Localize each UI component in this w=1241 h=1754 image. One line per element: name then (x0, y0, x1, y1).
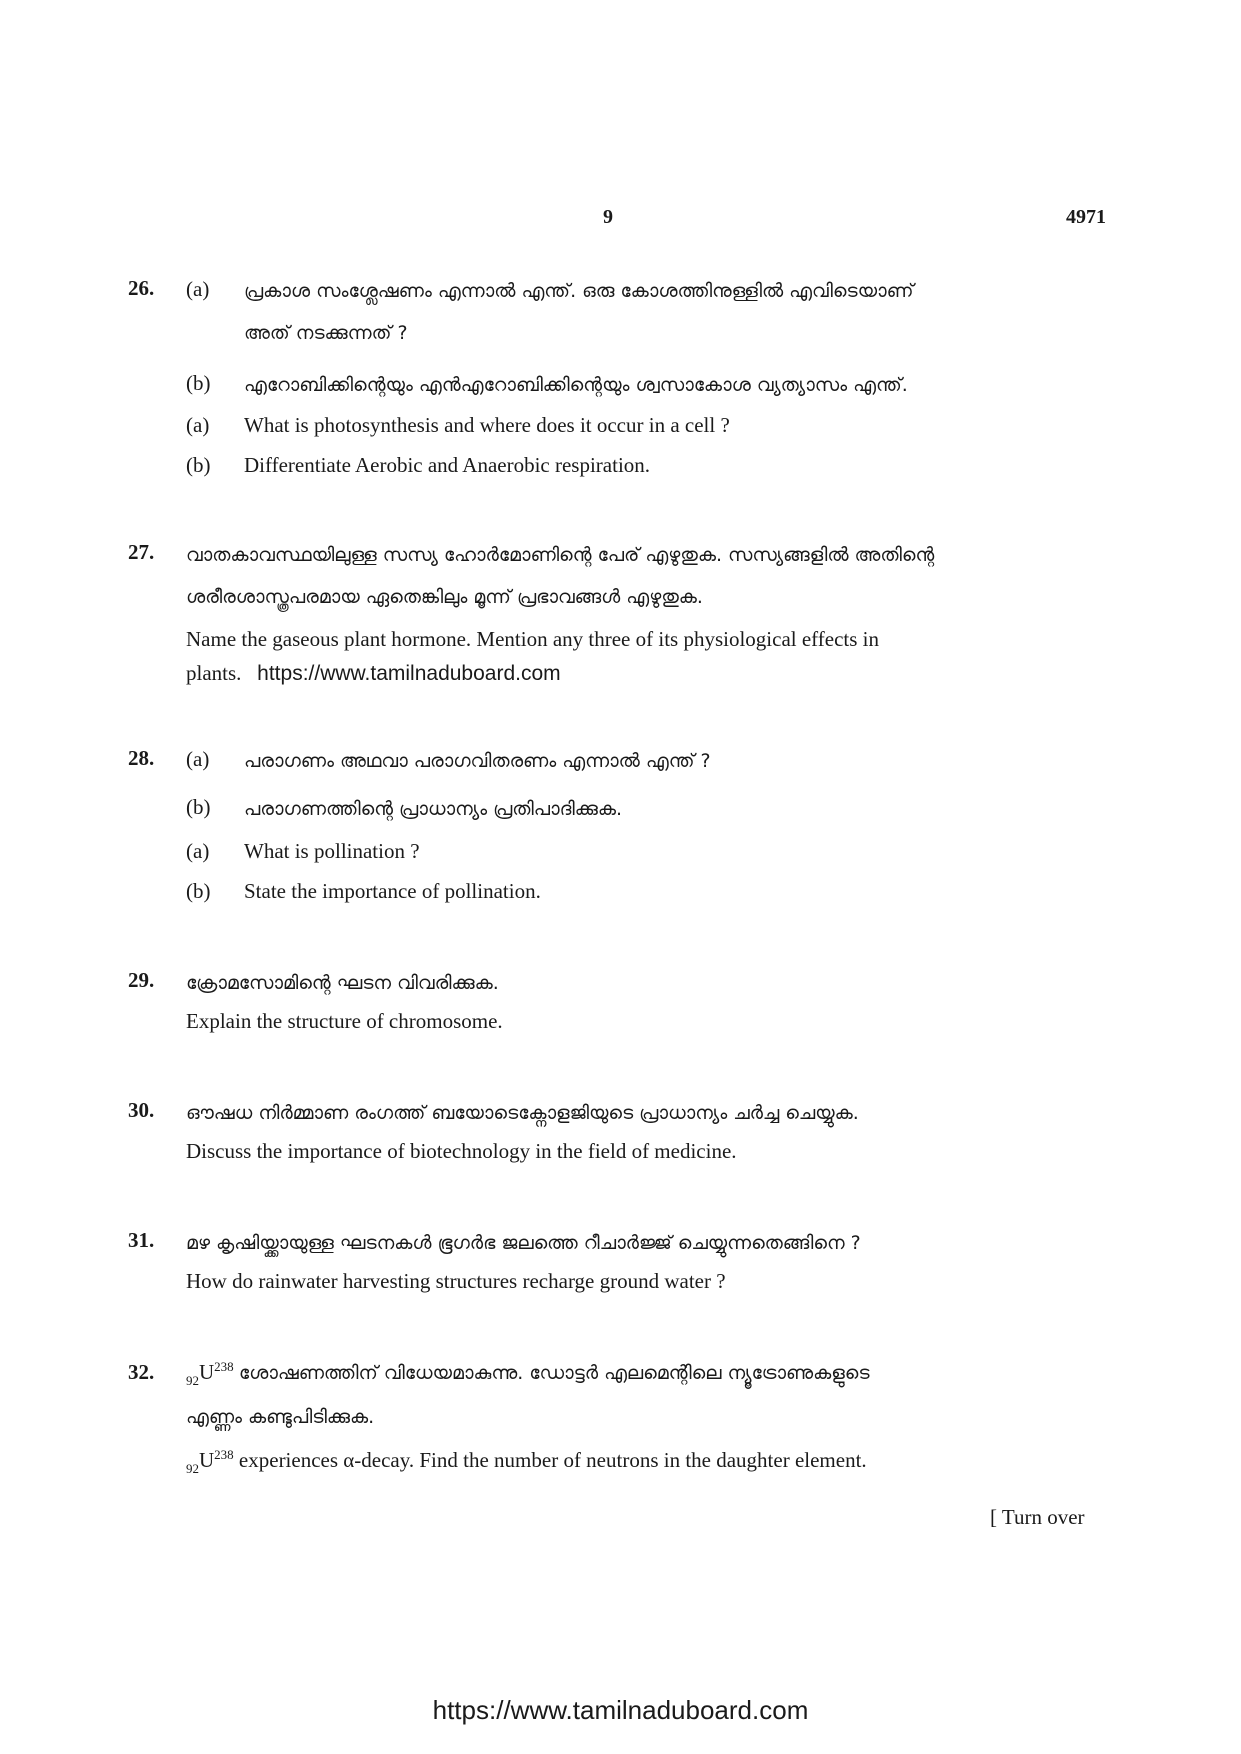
question-text-malayalam (186, 1354, 870, 1394)
question-text-malayalam: മഴ കൃഷിയ്ക്കായുള്ള ഘടനകൾ ഭൂഗർഭ ജലത്തെ റീചാർജ്ജ് ചെയ്യുന്നതെങ്ങിനെ ? (186, 1232, 861, 1254)
question-text-english: State the importance of pollination. (244, 879, 541, 903)
question-text-malayalam: ഔഷധ നിർമ്മാണ രംഗത്ത് ബയോടെക്നോളജിയുടെ പ്രാധാന്യം ചർച്ച ചെയ്യുക. (186, 1102, 859, 1124)
mass-number: 238 (214, 1359, 234, 1374)
question-number: 28. (128, 746, 155, 770)
question-text-english: What is photosynthesis and where does it occur in a cell ? (244, 413, 730, 437)
subpart-label: (b) (186, 371, 211, 395)
subpart-label: (b) (186, 795, 211, 819)
question-text-english: Differentiate Aerobic and Anaerobic respiration. (244, 453, 651, 477)
question-text-malayalam: പരാഗണത്തിന്റെ പ്രാധാന്യം പ്രതിപാദിക്കുക. (244, 798, 622, 820)
question-number: 30. (128, 1098, 155, 1122)
subpart-label: (a) (186, 413, 210, 437)
question-text-english: What is pollination ? (244, 839, 420, 863)
paper-code: 4971 (1066, 206, 1106, 228)
question-text-malayalam: പ്രകാശ സംശ്ലേഷണം എന്നാൽ എന്ത്. ഒരു കോശത്തിനുള്ളിൽ എവിടെയാണ് (244, 280, 914, 302)
element-symbol: U (199, 1448, 215, 1472)
watermark-url-link[interactable]: https://www.tamilnaduboard.com (257, 662, 561, 685)
question-text-malayalam-body: ശോഷണത്തിന് വിധേയമാകുന്നു. ഡോട്ടർ എലമെന്റിലെ ന്യൂട്രോണുകളുടെ (238, 1362, 870, 1384)
footer-url-link[interactable]: https://www.tamilnaduboard.com (432, 1695, 809, 1725)
question-text-malayalam: വാതകാവസ്ഥയിലുള്ള സസ്യ ഹോർമോണിന്റെ പേര് എഴുതുക. സസ്യങ്ങളിൽ അതിന്റെ (186, 544, 935, 566)
subpart-label: (a) (186, 839, 210, 863)
page-number: 9 (603, 206, 613, 228)
turn-over-note: [ Turn over (990, 1505, 1085, 1529)
question-number: 29. (128, 968, 155, 992)
question-text-english-end: plants. (186, 661, 242, 685)
question-text-malayalam: ക്രോമസോമിന്റെ ഘടന വിവരിക്കുക. (186, 972, 499, 994)
mass-number: 238 (214, 1447, 234, 1462)
question-text-english: Discuss the importance of biotechnology in the field of medicine. (186, 1139, 737, 1163)
question-text-english: Explain the structure of chromosome. (186, 1009, 503, 1033)
question-text-english: Name the gaseous plant hormone. Mention any three of its physiological effects in (186, 627, 880, 651)
question-text-english (186, 1442, 867, 1482)
question-text-english: How do rainwater harvesting structures recharge ground water ? (186, 1269, 726, 1293)
atomic-number: 92 (186, 1373, 199, 1388)
question-number: 32. (128, 1360, 155, 1384)
element-symbol: U (199, 1360, 215, 1384)
question-text-malayalam: എണ്ണം കണ്ടുപിടിക്കുക. (186, 1406, 375, 1428)
question-text-malayalam: ശരീരശാസ്ത്രപരമായ ഏതെങ്കിലും മൂന്ന് പ്രഭാവങ്ങൾ എഴുതുക. (186, 586, 703, 608)
question-text-malayalam: എറോബിക്കിന്റെയും എൻഎറോബിക്കിന്റെയും ശ്വസാകോശ വ്യത്യാസം എന്ത്. (244, 374, 908, 396)
question-number: 26. (128, 276, 155, 300)
subpart-label: (a) (186, 747, 210, 771)
question-text-malayalam: അത് നടക്കുന്നത് ? (244, 322, 408, 344)
question-text-english (186, 660, 561, 687)
atomic-number: 92 (186, 1461, 199, 1476)
question-text-english-body: experiences α-decay. Find the number of neutrons in the daughter element. (238, 1448, 867, 1472)
subpart-label: (b) (186, 879, 211, 903)
question-number: 31. (128, 1228, 155, 1252)
subpart-label: (b) (186, 453, 211, 477)
question-number: 27. (128, 540, 155, 564)
subpart-label: (a) (186, 277, 210, 301)
question-text-malayalam: പരാഗണം അഥവാ പരാഗവിതരണം എന്നാൽ എന്ത് ? (244, 750, 711, 772)
